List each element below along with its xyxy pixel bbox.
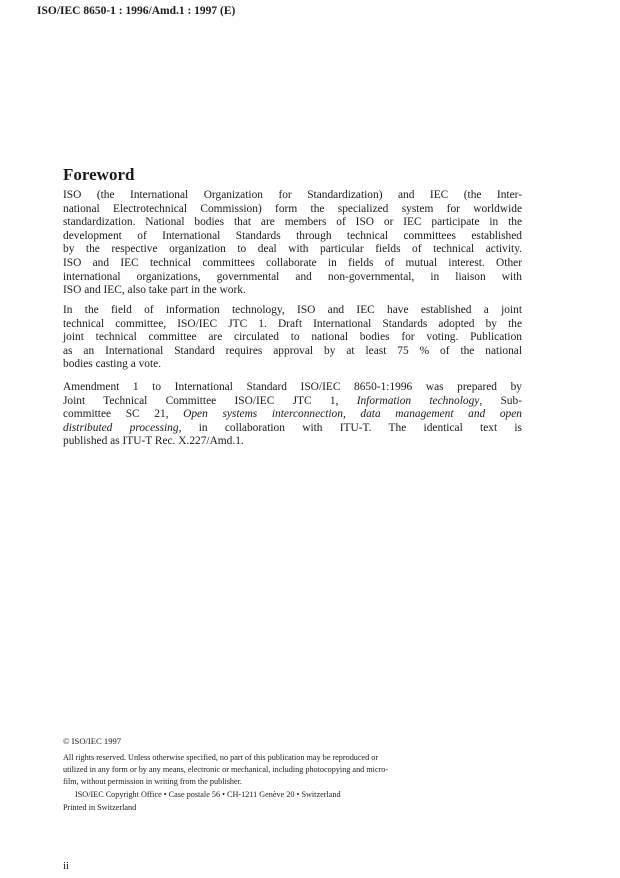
italic-text: Open systems interconnection, data management and open (183, 408, 522, 421)
text-line: In the field of information technology, ISO and IEC have established a joint (63, 304, 522, 316)
text-line: All rights reserved. Unless otherwise specified, no part of this publication may be reproduced or (63, 753, 379, 762)
paragraph-iso-iec (63, 189, 522, 298)
text-line (63, 422, 522, 436)
running-header: ISO/IEC 8650-1 : 1996/Amd.1 : 1997 (E) (37, 5, 236, 17)
page-number: ii (63, 860, 70, 872)
italic-text: Information technology (356, 394, 480, 407)
text-line: ISO and IEC, also take part in the work. (63, 284, 246, 297)
text-line (63, 395, 522, 409)
rights-statement (63, 752, 522, 787)
text-line: by the respective organization to deal with particular fields of technical activity. (63, 243, 522, 256)
text-line: film, without permission in writing from the publisher. (63, 776, 242, 786)
text-line: joint technical committee are circulated to national bodies for voting. Publication (63, 331, 522, 344)
text: Joint Technical Committee ISO/IEC JTC 1, (63, 394, 357, 407)
text: , in collaboration with ITU-T. The identical text is (178, 421, 522, 434)
text-line: technical committee, ISO/IEC JTC 1. Draft International Standards adopted by the (63, 317, 522, 330)
printed-in: Printed in Switzerland (63, 803, 137, 812)
paragraph-jtc1 (63, 304, 522, 372)
text-line: development of International Standards through technical committees established (63, 229, 522, 242)
text-line: national Electrotechnical Commission) form the specialized system for worldwide (63, 202, 522, 215)
text-line: international organizations, governmental and non-governmental, in liaison with (63, 270, 522, 283)
text: , Sub- (479, 394, 522, 407)
paragraph-amendment (63, 381, 522, 449)
italic-text: distributed processing (63, 421, 179, 434)
text-line: ISO (the International Organization for Standardization) and IEC (the Inter- (63, 189, 522, 201)
text: committee SC 21, (63, 408, 184, 421)
text-line: Amendment 1 to International Standard ISO/IEC 8650-1:1996 was prepared by (63, 381, 522, 393)
text-line: ISO and IEC technical committees collaborate in fields of mutual interest. Other (63, 256, 522, 269)
copyright-office-address: ISO/IEC Copyright Office • Case postale 56 • CH-1211 Genève 20 • Switzerland (75, 790, 341, 799)
text-line: utilized in any form or by any means, electronic or mechanical, including photocopying and micro- (63, 764, 389, 774)
text-line (63, 408, 522, 422)
section-title: Foreword (63, 165, 135, 184)
text-line: as an International Standard requires approval by at least 75 % of the national (63, 344, 522, 357)
copyright-notice: © ISO/IEC 1997 (63, 736, 122, 746)
text-line: bodies casting a vote. (63, 358, 162, 371)
text-line: standardization. National bodies that are members of ISO or IEC participate in the (63, 216, 522, 229)
text-line: published as ITU-T Rec. X.227/Amd.1. (63, 435, 244, 448)
